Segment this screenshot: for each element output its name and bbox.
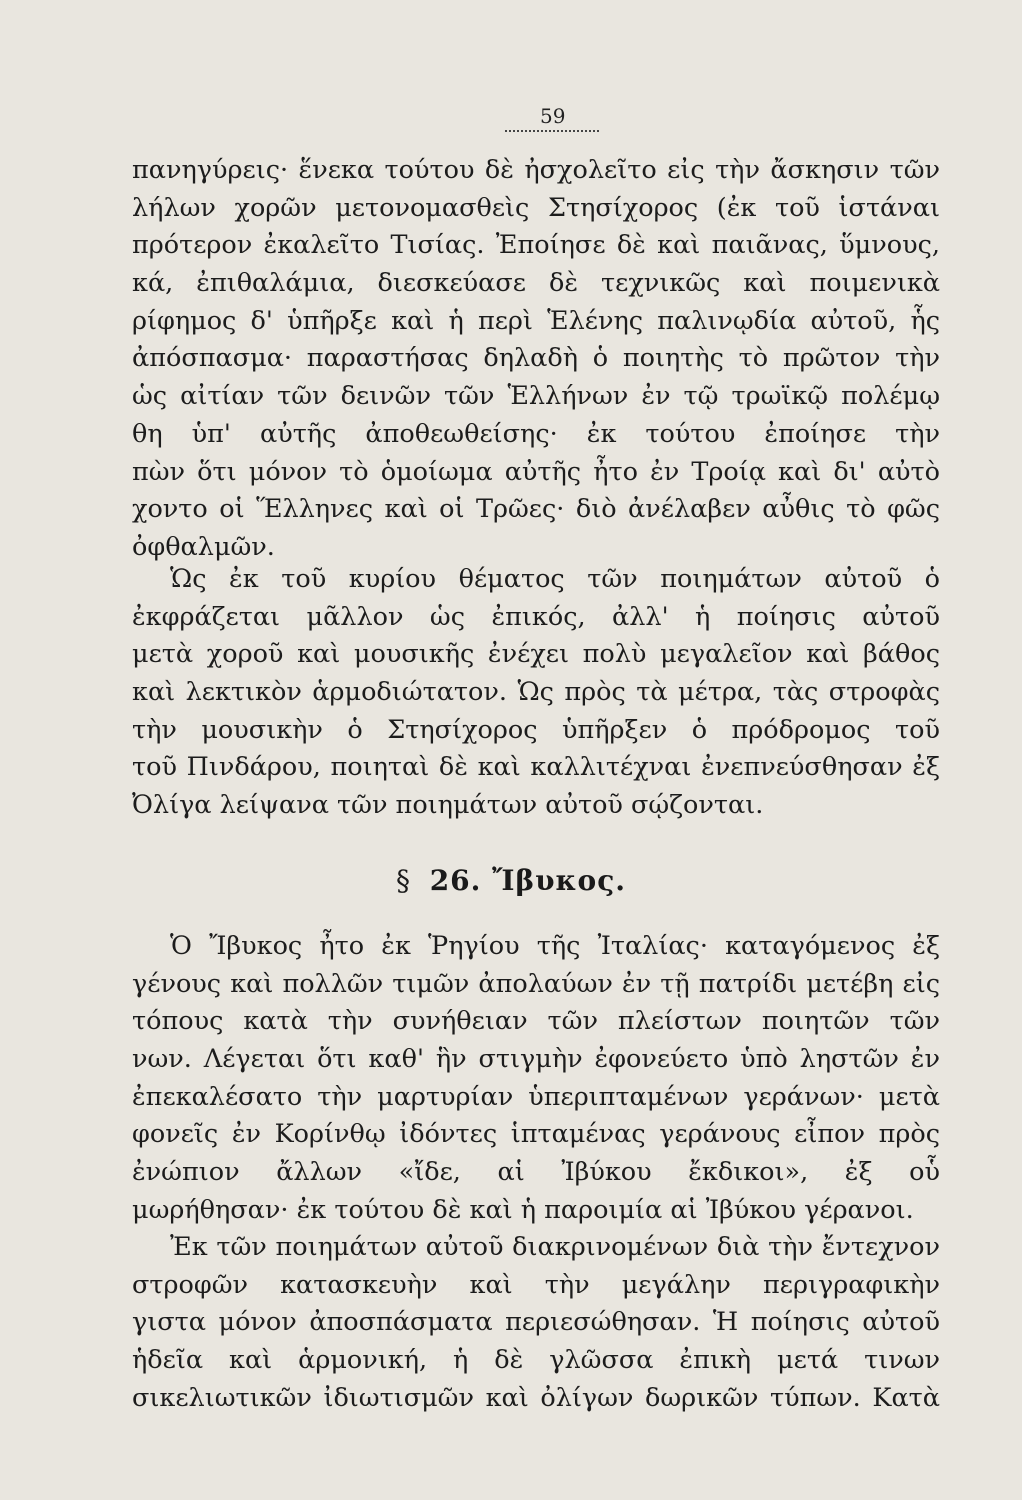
text-line: ὡς αἰτίαν τῶν δεινῶν τῶν Ἑλλήνων ἐν τῷ τρωϊκῷ πολέμῳ: [132, 381, 940, 412]
paragraph-ibycus-2: [132, 1229, 940, 1417]
text-line: ὀφθαλμῶν.: [132, 531, 275, 562]
text-line: πὼν ὅτι μόνον τὸ ὁμοίωμα αὐτῆς ἦτο ἐν Τροίᾳ καὶ δι' αὐτὸ: [132, 456, 940, 487]
page-number-rule: [505, 130, 599, 132]
text-line: ἀπόσπασμα· παραστήσας δηλαδὴ ὁ ποιητὴς τὸ πρῶτον τὴν: [132, 343, 940, 374]
page-number: 59: [540, 104, 566, 128]
text-line: καὶ λεκτικὸν ἁρμοδιώτατον. Ὡς πρὸς τὰ μέτρα, τὰς στροφὰς: [132, 677, 940, 708]
paragraph-stesichorus-2: [132, 561, 940, 825]
section-symbol: §: [395, 864, 411, 897]
text-line: ρίφημος δ' ὑπῆρξε καὶ ἡ περὶ Ἑλένης παλινῳδία αὐτοῦ, ἧς: [132, 305, 940, 336]
section-number: 26.: [429, 864, 482, 897]
text-line: Ὀλίγα λείψανα τῶν ποιημάτων αὐτοῦ σῴζονται.: [132, 790, 764, 821]
text-line: γένους καὶ πολλῶν τιμῶν ἀπολαύων ἐν τῇ πατρίδι μετέβη εἰς: [132, 968, 940, 999]
text-line: μετὰ χοροῦ καὶ μουσικῆς ἐνέχει πολὺ μεγαλεῖον καὶ βάθος: [132, 639, 940, 670]
text-line: λήλων χορῶν μετονομασθεὶς Στησίχορος (ἐκ τοῦ ἱστάναι: [132, 192, 940, 223]
text-line: ἡδεῖα καὶ ἁρμονική, ἡ δὲ γλῶσσα ἐπικὴ μετά τινων: [132, 1345, 940, 1376]
text-line: Ἐκ τῶν ποιημάτων αὐτοῦ διακρινομένων διὰ τὴν ἔντεχνον: [170, 1232, 940, 1262]
paragraph-ibycus-1: [132, 928, 940, 1230]
text-line: νων. Λέγεται ὅτι καθ' ἣν στιγμὴν ἐφονεύετο ὑπὸ ληστῶν ἐν: [132, 1044, 940, 1075]
text-line: θη ὑπ' αὐτῆς ἀποθεωθείσης· ἐκ τούτου ἐποίησε τὴν: [132, 418, 940, 449]
text-line: τόπους κατὰ τὴν συνήθειαν τῶν πλείστων ποιητῶν τῶν: [132, 1006, 940, 1037]
text-line: τοῦ Πινδάρου, ποιηταὶ δὲ καὶ καλλιτέχναι ἐνεπνεύσθησαν ἐξ: [132, 752, 940, 783]
text-line: Ὡς ἐκ τοῦ κυρίου θέματος τῶν ποιημάτων αὐτοῦ ὁ: [170, 564, 940, 594]
text-line: μωρήθησαν· ἐκ τούτου δὲ καὶ ἡ παροιμία αἱ Ἰβύκου γέρανοι.: [132, 1194, 914, 1225]
text-line: τὴν μουσικὴν ὁ Στησίχορος ὑπῆρξεν ὁ πρόδρομος τοῦ: [132, 714, 940, 745]
text-line: φονεῖς ἐν Κορίνθῳ ἰδόντες ἱπταμένας γεράνους εἶπον πρὸς: [132, 1119, 940, 1150]
text-line: ἐκφράζεται μᾶλλον ὡς ἐπικός, ἀλλ' ἡ ποίησις αὐτοῦ: [132, 601, 940, 632]
section-heading: [0, 864, 1022, 897]
text-line: γιστα μόνον ἀποσπάσματα περιεσώθησαν. Ἡ ποίησις αὐτοῦ: [132, 1307, 940, 1338]
paragraph-stesichorus-1: [132, 152, 940, 567]
text-line: Ὁ Ἴβυκος ἦτο ἐκ Ῥηγίου τῆς Ἰταλίας· καταγόμενος ἐξ: [170, 931, 940, 961]
text-line: σικελιωτικῶν ἰδιωτισμῶν καὶ ὀλίγων δωρικῶν τύπων. Κατὰ: [132, 1382, 940, 1413]
section-title: Ἴβυκος.: [492, 864, 627, 897]
text-line: ἐνώπιον ἄλλων «ἴδε, αἱ Ἰβύκου ἔκδικοι», ἐξ οὗ: [132, 1157, 940, 1188]
text-line: πανηγύρεις· ἕνεκα τούτου δὲ ἠσχολεῖτο εἰς τὴν ἄσκησιν τῶν: [132, 155, 940, 185]
text-line: κά, ἐπιθαλάμια, διεσκεύασε δὲ τεχνικῶς καὶ ποιμενικὰ: [132, 268, 940, 299]
text-line: ἐπεκαλέσατο τὴν μαρτυρίαν ὑπεριπταμένων γεράνων· μετὰ: [132, 1081, 940, 1112]
text-line: στροφῶν κατασκευὴν καὶ τὴν μεγάλην περιγραφικὴν: [132, 1269, 940, 1300]
text-line: χοντο οἱ Ἕλληνες καὶ οἱ Τρῶες· διὸ ἀνέλαβεν αὖθις τὸ φῶς: [132, 494, 940, 525]
text-line: πρότερον ἐκαλεῖτο Τισίας. Ἐποίησε δὲ καὶ παιᾶνας, ὕμνους,: [132, 230, 940, 261]
